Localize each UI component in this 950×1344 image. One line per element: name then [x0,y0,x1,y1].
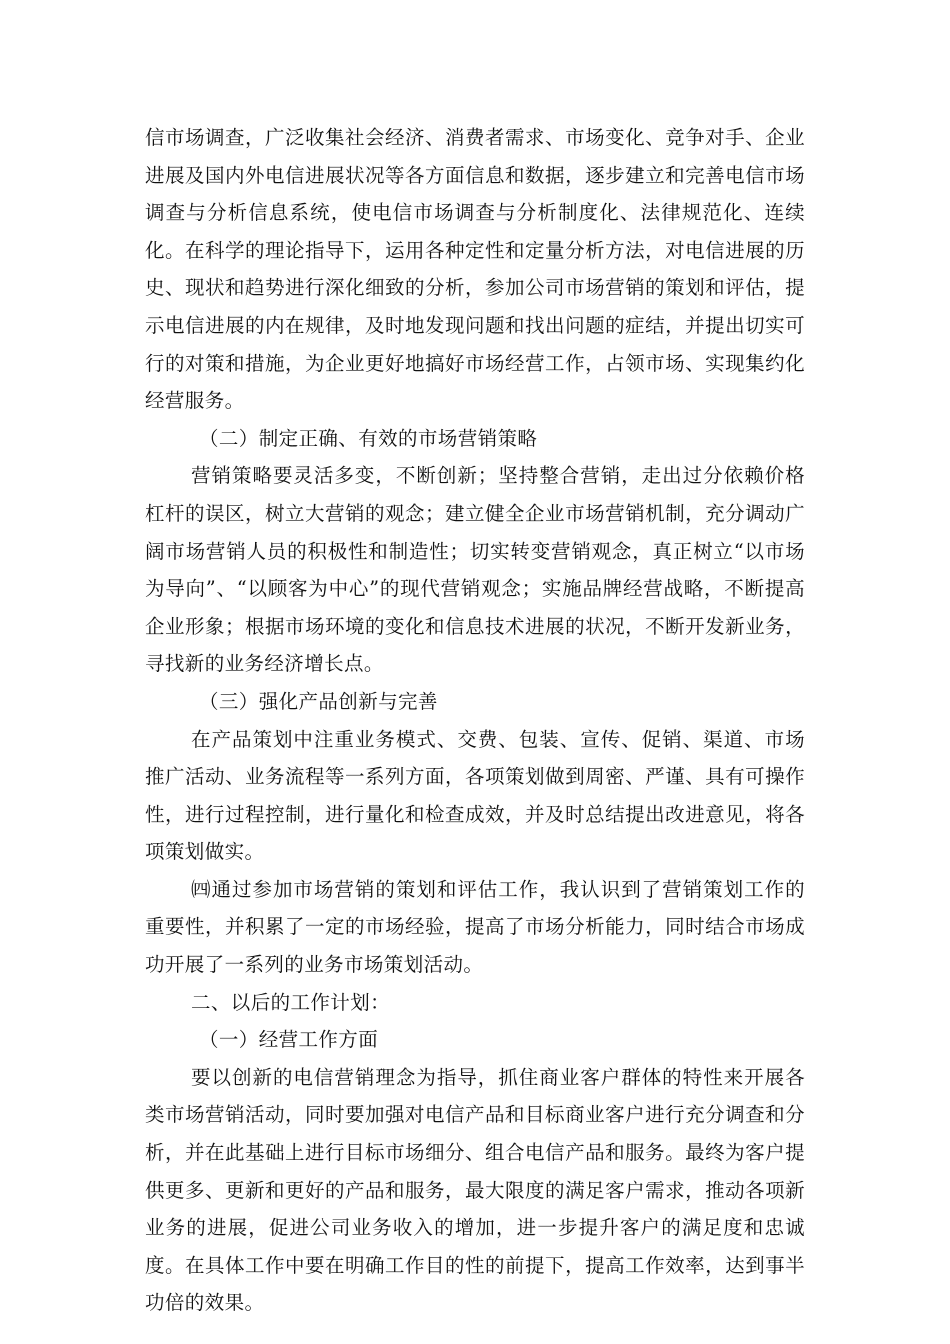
paragraph-product-innovation: 在产品策划中注重业务模式、交费、包装、宣传、促销、渠道、市场推广活动、业务流程等一系列方面，各项策划做到周密、严谨、具有可操作性，进行过程控制，进行量化和检查成效，并及时总结提出改进意见，将各项策划做实。 [145,727,805,864]
section-heading-operations: （一）经营工作方面 [199,1028,379,1052]
section-heading-product-innovation: （三）强化产品创新与完善 [199,689,438,713]
section-heading-marketing-strategy: （二）制定正确、有效的市场营销策略 [199,426,538,450]
paragraph-market-research: 信市场调查，广泛收集社会经济、消费者需求、市场变化、竞争对手、企业进展及国内外电信进展状况等各方面信息和数据，逐步建立和完善电信市场调查与分析信息系统，使电信市场调查与分析制度化、法律规范化、连续化。在科学的理论指导下，运用各种定性和定量分析方法，对电信进展的历史、现状和趋势进行深化细致的分析，参加公司市场营销的策划和评估，提示电信进展的内在规律，及时地发现问题和找出问题的症结，并提出切实可行的对策和措施，为企业更好地搞好市场经营工作，占领市场、实现集约化经营服务。 [145,126,805,413]
paragraph-marketing-strategy: 营销策略要灵活多变，不断创新；坚持整合营销，走出过分依赖价格杠杆的误区，树立大营销的观念；建立健全企业市场营销机制，充分调动广阔市场营销人员的积极性和制造性；切实转变营销观念，真正树立“以市场为导向”、“以顾客为中心”的现代营销观念；实施品牌经营战略，不断提高企业形象；根据市场环境的变化和信息技术进展的状况，不断开发新业务，寻找新的业务经济增长点。 [145,464,805,676]
document-page [145,119,805,1322]
paragraph-operations: 要以创新的电信营销理念为指导，抓住商业客户群体的特性来开展各类市场营销活动，同时要加强对电信产品和目标商业客户进行充分调查和分析，并在此基础上进行目标市场细分、组合电信产品和服务。最终为客户提供更多、更新和更好的产品和服务，最大限度的满足客户需求，推动各项新业务的进展，促进公司业务收入的增加，进一步提升客户的满足度和忠诚度。在具体工作中要在明确工作目的性的前提下，提高工作效率，达到事半功倍的效果。 [145,1065,805,1315]
section-heading-future-plan: 二、以后的工作计划： [191,990,391,1014]
paragraph-planning-experience: ㈣通过参加市场营销的策划和评估工作，我认识到了营销策划工作的重要性，并积累了一定的市场经验，提高了市场分析能力，同时结合市场成功开展了一系列的业务市场策划活动。 [145,877,805,977]
